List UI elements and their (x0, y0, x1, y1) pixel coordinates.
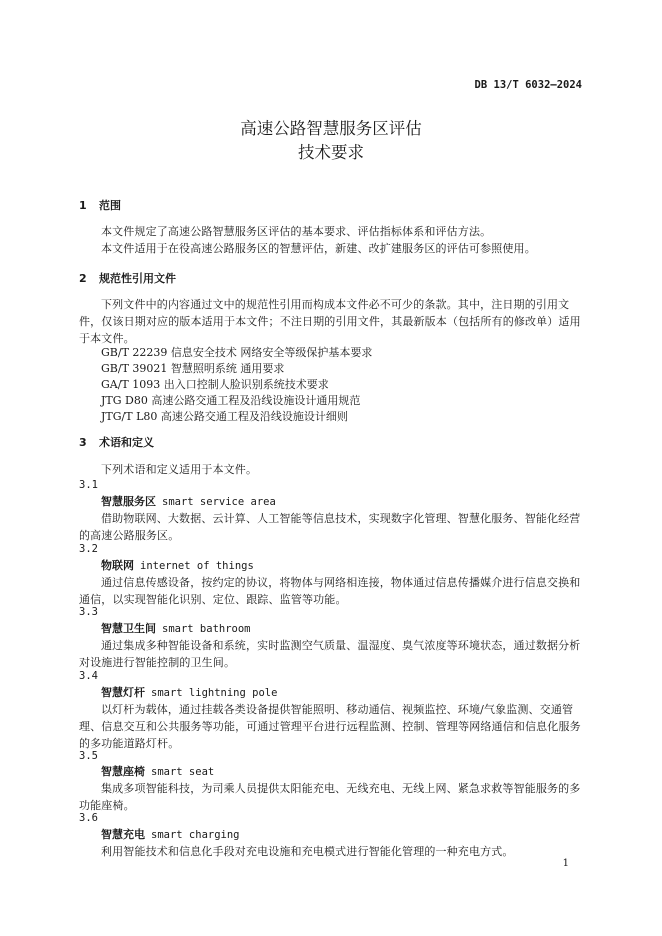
term-zh: 智慧座椅 (101, 765, 145, 778)
term-en: smart bathroom (162, 623, 251, 635)
term-en: smart charging (151, 829, 240, 841)
term-number: 3.6 (79, 812, 98, 824)
paragraph: 下列术语和定义适用于本文件。 (101, 463, 258, 476)
term-number: 3.5 (79, 750, 98, 762)
term-heading (101, 621, 251, 637)
term-en: smart lightning pole (151, 687, 278, 699)
section-heading-normative-references (79, 271, 176, 287)
section-number: 1 (79, 199, 87, 212)
term-definition: 集成多项智能科技，为司乘人员提供太阳能充电、无线充电、无线上网、紧急求救等智能服务的多功能座椅。 (79, 782, 581, 812)
document-code: DB 13/T 6032—2024 (474, 79, 582, 91)
term-zh: 智慧服务区 (101, 495, 156, 508)
term-number: 3.4 (79, 670, 98, 682)
term-zh: 智慧灯杆 (101, 686, 145, 699)
paragraph: 下列文件中的内容通过文中的规范性引用而构成本文件必不可少的条款。其中，注日期的引用文件，仅该日期对应的版本适用于本文件；不注日期的引用文件，其最新版本（包括所有的修改单）适用于本文件。 (79, 298, 581, 345)
term-zh: 智慧充电 (101, 828, 145, 841)
section-number: 3 (79, 436, 87, 449)
section-title: 规范性引用文件 (99, 272, 176, 285)
reference-item: GA/T 1093 出入口控制人脸识别系统技术要求 (101, 378, 329, 391)
term-en: smart seat (151, 766, 215, 778)
reference-item: JTG/T L80 高速公路交通工程及沿线设施设计细则 (101, 410, 348, 423)
term-heading (101, 685, 277, 701)
term-heading (101, 494, 276, 510)
reference-item: GB/T 39021 智慧照明系统 通用要求 (101, 362, 285, 375)
paragraph: 本文件适用于在役高速公路服务区的智慧评估，新建、改扩建服务区的评估可参照使用。 (101, 242, 536, 255)
page-title-line2: 技术要求 (298, 143, 364, 162)
term-number: 3.1 (79, 479, 98, 491)
term-number: 3.3 (79, 606, 98, 618)
term-heading (101, 558, 254, 574)
term-definition: 借助物联网、大数据、云计算、人工智能等信息技术，实现数字化管理、智慧化服务、智能化经营的高速公路服务区。 (79, 512, 581, 542)
term-zh: 智慧卫生间 (101, 622, 156, 635)
term-number: 3.2 (79, 543, 98, 555)
term-definition: 通过信息传感设备，按约定的协议，将物体与网络相连接，物体通过信息传播媒介进行信息交换和通信，以实现智能化识别、定位、跟踪、监管等功能。 (79, 576, 581, 606)
term-en: smart service area (162, 496, 276, 508)
term-zh: 物联网 (101, 559, 134, 572)
term-heading (101, 764, 214, 780)
term-en: internet of things (140, 560, 254, 572)
section-title: 范围 (99, 199, 121, 212)
section-title: 术语和定义 (99, 436, 154, 449)
term-definition: 通过集成多种智能设备和系统，实时监测空气质量、温湿度、臭气浓度等环境状态，通过数据分析对设施进行智能控制的卫生间。 (79, 639, 581, 669)
reference-item: JTG D80 高速公路交通工程及沿线设施设计通用规范 (101, 394, 361, 407)
page-number: 1 (562, 858, 569, 869)
term-definition: 利用智能技术和信息化手段对充电设施和充电模式进行智能化管理的一种充电方式。 (101, 845, 514, 858)
section-heading-scope (79, 198, 121, 214)
page-title-line1: 高速公路智慧服务区评估 (240, 119, 422, 138)
section-number: 2 (79, 272, 87, 285)
section-heading-terms (79, 435, 154, 451)
term-definition: 以灯杆为载体，通过挂载各类设备提供智能照明、移动通信、视频监控、环境/气象监测、交通管理、信息交互和公共服务等功能，可通过管理平台进行远程监测、控制、管理等网络通信和信息化服务的多功能道路灯杆。 (79, 703, 581, 750)
reference-item: GB/T 22239 信息安全技术 网络安全等级保护基本要求 (101, 346, 373, 359)
term-heading (101, 827, 240, 843)
paragraph: 本文件规定了高速公路智慧服务区评估的基本要求、评估指标体系和评估方法。 (101, 225, 492, 238)
